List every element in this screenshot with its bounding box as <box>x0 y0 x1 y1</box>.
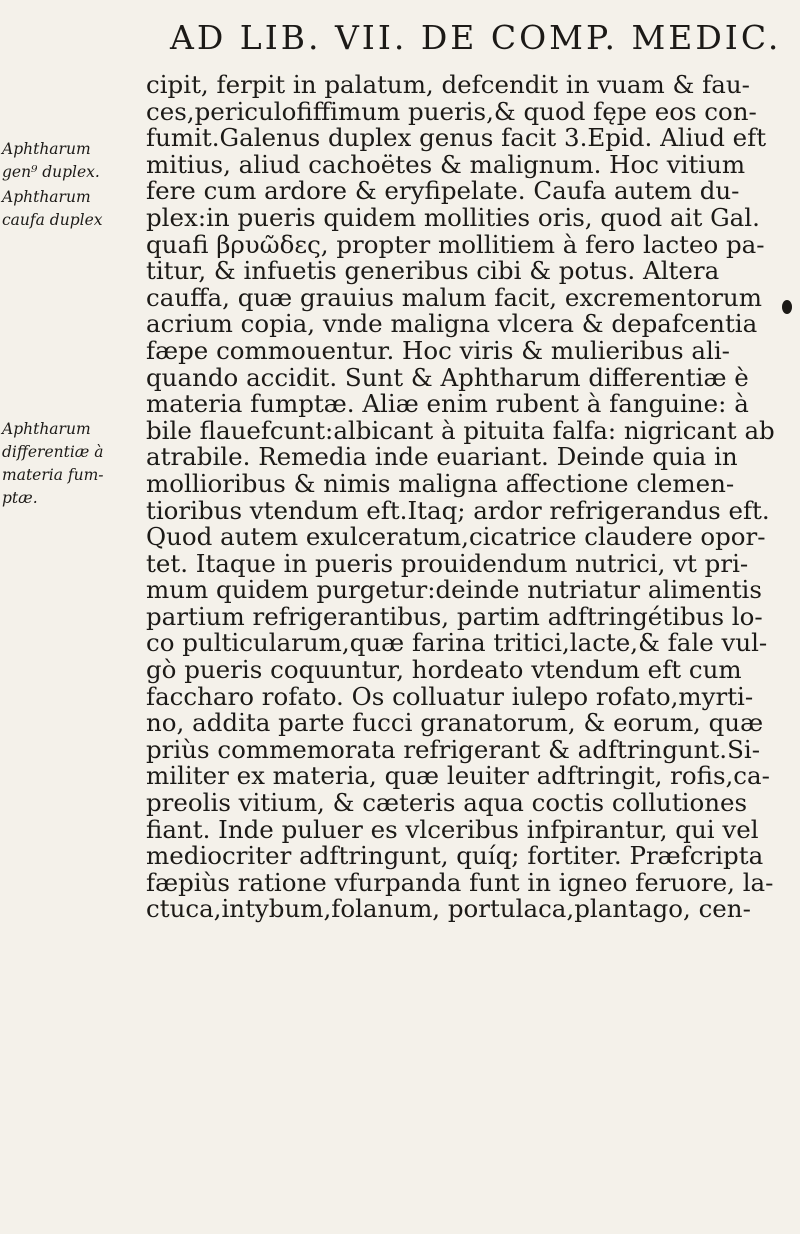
text-line: cipit, ferpit in palatum, defcendit in vuam & fau- <box>146 70 750 99</box>
margin-note-line: gen⁹ duplex. <box>2 163 100 181</box>
text-line: cauffa, quæ grauius malum facit, excrementorum <box>146 282 762 312</box>
text-line: acrium copia, vnde maligna vlcera & depafcentia <box>146 309 758 339</box>
text-line: titur, & infuetis generibus cibi & potus. Altera <box>146 256 720 286</box>
text-line: fæpiùs ratione vfurpanda funt in igneo feruore, la- <box>146 867 774 897</box>
text-line: materia fumptæ. Aliæ enim rubent à fanguine: à <box>146 389 749 419</box>
margin-note-line: materia fum- <box>2 466 104 484</box>
text-line: mediocriter adftringunt, quíq; fortiter. Præfcripta <box>146 841 764 871</box>
text-line: quando accidit. Sunt & Aphtharum differentiæ è <box>146 362 749 392</box>
margin-note-line: ptæ. <box>2 489 38 507</box>
text-line: bile flauefcunt:albicant à pituita falfa: nigricant ab <box>146 415 775 445</box>
text-line: ctuca,intybum,folanum, portulaca,plantago, cen- <box>146 894 751 924</box>
text-line: mitius, aliud cachoëtes & malignum. Hoc vitium <box>146 149 746 179</box>
text-line: mollioribus & nimis maligna affectione clemen- <box>146 468 735 498</box>
margin-note-line: differentiæ à <box>2 443 104 461</box>
text-line: co pulticularum,quæ farina tritici,lacte,& fale vul- <box>146 628 768 658</box>
text-line: fere cum ardore & eryfipelate. Caufa autem du- <box>146 176 740 206</box>
text-line: ces,periculofiffimum pueris,& quod fępe eos con- <box>146 96 757 126</box>
margin-note-causa <box>2 186 140 232</box>
text-line: fæpe commouentur. Hoc viris & mulieribus ali- <box>146 335 730 365</box>
text-line: atrabile. Remedia inde euariant. Deinde quia in <box>146 442 738 472</box>
text-line: quafi βρυῶδες, propter mollitiem à fero lacteo pa- <box>146 229 765 259</box>
text-line: faccharo rofato. Os colluatur iulepo rofato,myrti- <box>146 681 754 711</box>
text-line: plex:in pueris quidem mollities oris, quod ait Gal. <box>146 202 760 232</box>
ink-spot <box>782 300 792 314</box>
margin-note-line: Aphtharum <box>2 140 91 158</box>
text-line: militer ex materia, quæ leuiter adftringit, rofis,ca- <box>146 761 770 791</box>
margin-note-genus <box>2 138 140 184</box>
body-text <box>146 72 796 923</box>
text-line: fiant. Inde puluer es vlceribus infpirantur, qui vel <box>146 814 759 844</box>
text-line: tioribus vtendum eft.Itaq; ardor refrigerandus eft. <box>146 495 770 525</box>
margin-note-line: Aphtharum <box>2 188 91 206</box>
text-line: preolis vitium, & cæteris aqua coctis collutiones <box>146 788 748 818</box>
text-line: priùs commemorata refrigerant & adftringunt.Si- <box>146 734 760 764</box>
margin-note-differentiae <box>2 418 140 510</box>
margin-note-line: Aphtharum <box>2 420 91 438</box>
text-line: partium refrigerantibus, partim adftringétibus lo- <box>146 601 763 631</box>
text-line: fumit.Galenus duplex genus facit 3.Epid. Aliud eft <box>146 123 767 153</box>
text-line: Quod autem exulceratum,cicatrice claudere opor- <box>146 522 766 552</box>
running-head: AD LIB. VII. DE COMP. MEDIC. <box>170 18 782 57</box>
text-line: no, addita parte fucci granatorum, & eorum, quæ <box>146 708 764 738</box>
margin-note-line: caufa duplex <box>2 211 103 229</box>
text-line: mum quidem purgetur:deinde nutriatur alimentis <box>146 575 762 605</box>
text-line: tet. Itaque in pueris prouidendum nutrici, vt pri- <box>146 548 749 578</box>
text-line: gò pueris coquuntur, hordeato vtendum eft cum <box>146 655 742 685</box>
